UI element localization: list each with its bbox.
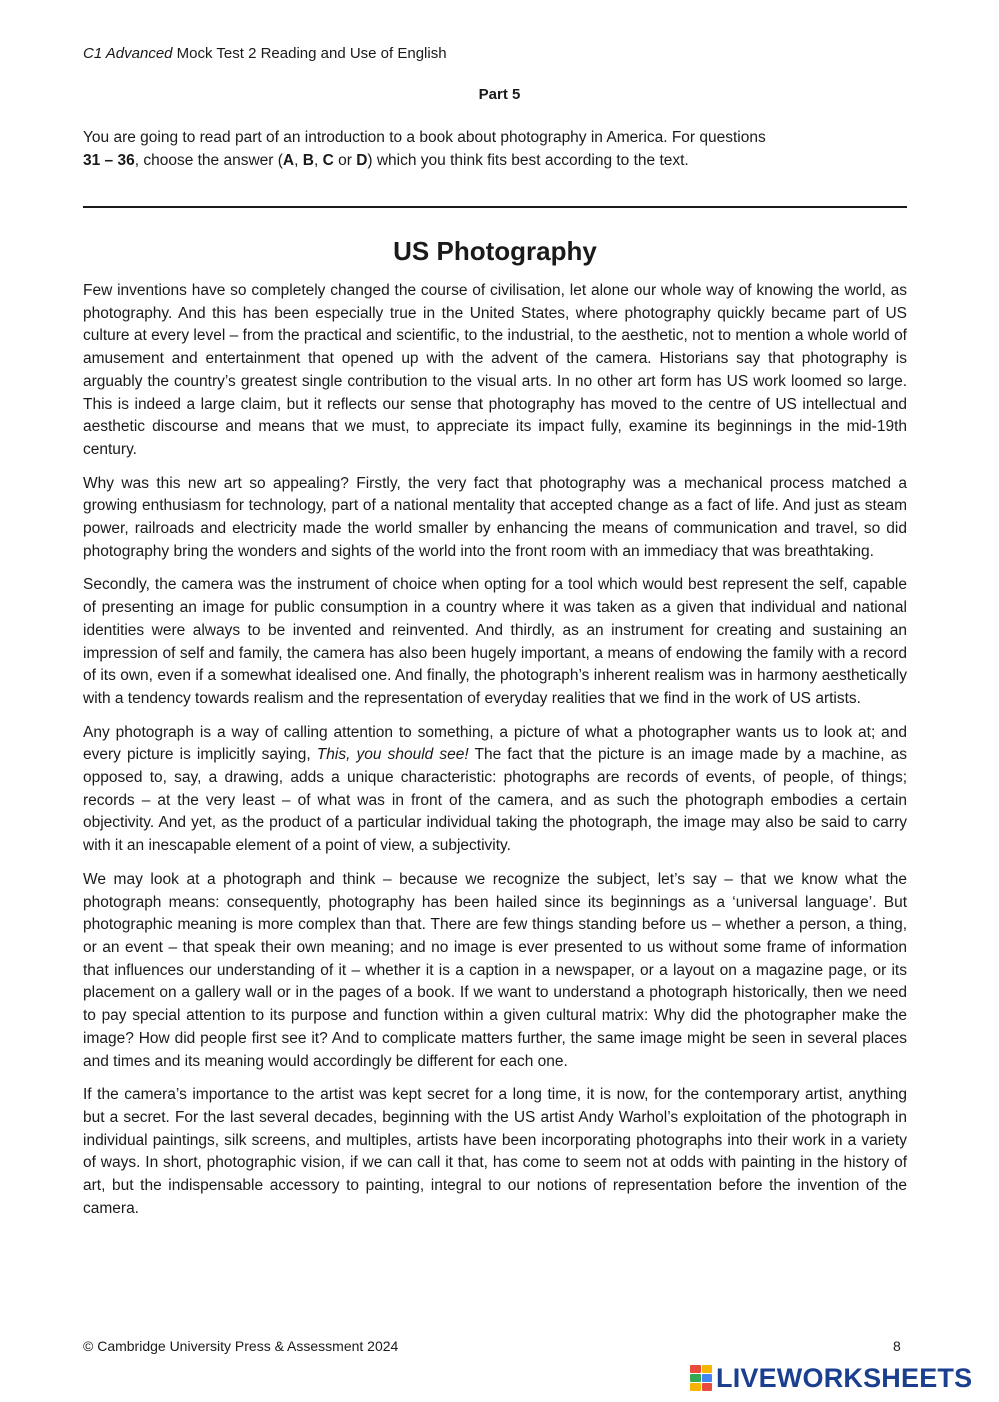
question-range: 31 – 36 — [83, 152, 135, 169]
part-label: Part 5 — [478, 86, 521, 103]
exam-subtitle: Mock Test 2 Reading and Use of English — [172, 45, 447, 62]
option-d: D — [356, 152, 368, 169]
paragraph-3: Secondly, the camera was the instrument of choice when opting for a tool which would best represent the self, capable of presenting an image for public consumption in a country where it was taken as a given that individual and national identities were always to be invented and reinvented. And thirdly, as an instrument for creating and sustaining an impression of self and family, the camera has also been hugely important, a means of endowing the family with a record of its own, even if a somewhat idealised one. And finally, the photograph’s inherent realism was in harmony aesthetically with a tendency towards realism and the representation of everyday realities that we find in the work of US artists. — [83, 576, 907, 707]
emphasis-quote: This, you should see! — [316, 746, 469, 764]
brand-name: LIVEWORKSHEETS — [716, 1362, 973, 1393]
instructions: You are going to read part of an introduction to a book about photography in America. For questions 31 – 36, choose the answer (A, B, C or D) which you think fits best according to the text. — [83, 129, 766, 169]
option-a: A — [282, 152, 295, 169]
paragraph-6: If the camera’s importance to the artist was kept secret for a long time, it is now, for the contemporary artist, anything but a secret. For the last several decades, beginning with the US artist Andy Warhol’s exploitation of the photograph in individual paintings, silk screens, and multiples, artists have been incorporating photographs into their work in a variety of ways. In short, photographic vision, if we can call it that, has come to seem not at odds with painting in the history of art, but the indispensable accessory to painting, integral to our notions of representation before the invention of the camera. — [83, 1086, 907, 1217]
logo-block — [702, 1374, 713, 1382]
liveworksheets-logo-icon — [690, 1365, 712, 1391]
liveworksheets-logo[interactable] — [690, 1362, 990, 1394]
paragraph-1: Few inventions have so completely changed the course of civilisation, let alone our whole way of knowing the world, as photography. And this has been especially true in the United States, where photography quickly became part of US culture at every level – from the practical and scientific, to the industrial, to the aesthetic, not to mention a whole world of amusement and entertainment that opened up with the advent of the camera. Historians say that photography is arguably the country’s greatest single contribution to the visual arts. In no other art form has US work loomed so large. This is indeed a large claim, but it reflects our sense that photography has moved to the centre of US intellectual and aesthetic discourse and means that we must, to appreciate its impact fully, examine its beginnings in the mid-19th century. — [83, 282, 907, 458]
exam-name: C1 Advanced — [83, 45, 173, 62]
logo-block — [702, 1383, 713, 1391]
copyright: © Cambridge University Press & Assessment 2024 — [83, 1338, 399, 1354]
page-header — [83, 45, 447, 62]
divider — [83, 206, 907, 208]
paragraph-5: We may look at a photograph and think – because we recognize the subject, let’s say – that we know what the photograph means: consequently, photography has been hailed since its beginnings as a ‘universal language’. But photographic meaning is more complex than that. There are few things standing before us – whether a person, a thing, or an event – that speak their own meaning; and no image is ever presented to us without some frame of information that influences our understanding of it – whether it is a caption in a newspaper, or a layout on a magazine page, or its placement on a gallery wall or in the pages of a book. If we want to understand a photograph historically, then we need to pay special attention to its purpose and function within a given cultural matrix: Why did the photographer make the image? How did people first see it? And to complicate matters further, the same image might be seen in several places and times and its meaning would accordingly be different for each one. — [83, 870, 907, 1070]
article-title: US Photography — [393, 236, 597, 266]
option-b: B — [302, 152, 314, 169]
logo-block — [690, 1383, 701, 1391]
page-number: 8 — [893, 1338, 901, 1354]
logo-block — [702, 1365, 713, 1373]
option-c: C — [322, 152, 334, 169]
paragraph-2: Why was this new art so appealing? Firstly, the very fact that photography was a mechanical process matched a growing enthusiasm for technology, part of a national mentality that accepted change as a fact of life. And just as steam power, railroads and electricity made the world smaller by enhancing the means of communication and travel, so did photography bring the wonders and sights of the world into the front room with an immediacy that was breathtaking. — [83, 474, 907, 560]
article-body — [83, 280, 907, 1231]
logo-block — [690, 1365, 701, 1373]
paragraph-4: Any photograph is a way of calling attention to something, a picture of what a photographer wants us to look at; and every picture is implicitly saying, This, you should see! The fact that the picture is an image made by a machine, as opposed to, say, a drawing, adds a unique characteristic: photographs are records of events, of people, of things; records – at the very least – of what was in front of the camera, and as such the photograph embodies a certain objectivity. And yet, as the product of a particular individual taking the photograph, the image may also be said to carry with it an inescapable element of a point of view, a subjectivity. — [83, 723, 907, 855]
instructions-line1: You are going to read part of an introduction to a book about photography in America. For questions — [83, 129, 766, 146]
logo-block — [690, 1374, 701, 1382]
